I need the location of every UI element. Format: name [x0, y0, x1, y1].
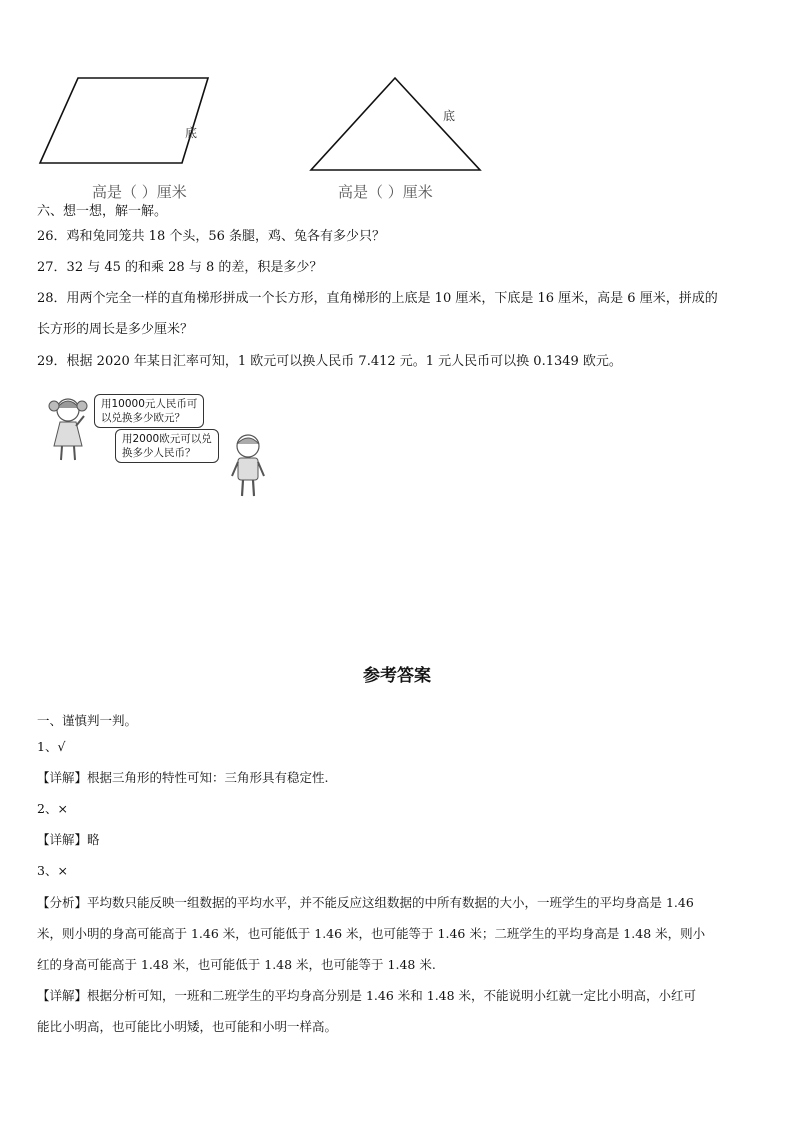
- answer-2-detail: 【详解】略: [37, 832, 100, 847]
- parallelogram-height-label: 高是（ ）厘米: [92, 183, 187, 201]
- girl-bubble-line2: 以兑换多少欧元？: [101, 412, 185, 424]
- answer-1-detail: 【详解】根据三角形的特性可知：三角形具有稳定性.: [37, 770, 329, 785]
- girl-bubble-line1: 用10000元人民币可: [101, 398, 198, 410]
- parallelogram-figure: [30, 70, 220, 170]
- triangle-figure: [305, 70, 490, 175]
- girl-illustration: [46, 394, 90, 466]
- triangle-height-label: 高是（ ）厘米: [338, 183, 433, 201]
- answer-3-analysis-line1: 【分析】平均数只能反映一组数据的平均水平，并不能反应这组数据的中所有数据的大小，一班学生的平均身高是 1.46: [37, 895, 694, 910]
- question-27: 27．32 与 45 的和乘 28 与 8 的差，积是多少？: [37, 260, 323, 275]
- answer-3-analysis-line2: 米，则小明的身高可能高于 1.46 米，也可能低于 1.46 米，也可能等于 1.46 米；二班学生的平均身高是 1.48 米，则小: [37, 926, 706, 941]
- question-28-line2: 长方形的周长是多少厘米？: [37, 322, 194, 337]
- question-26: 26．鸡和兔同笼共 18 个头，56 条腿，鸡、兔各有多少只？: [37, 229, 386, 244]
- parallelogram-base-label: 底: [185, 126, 198, 140]
- section6-heading: 六、想一想，解一解。: [37, 204, 168, 219]
- answer-3-detail-line1: 【详解】根据分析可知，一班和二班学生的平均身高分别是 1.46 米和 1.48 米，不能说明小红就一定比小明高，小红可: [37, 988, 697, 1003]
- boy-bubble-line1: 用2000欧元可以兑: [122, 433, 212, 445]
- answers-section1-heading: 一、谨慎判一判。: [37, 713, 138, 728]
- boy-speech-bubble: [115, 429, 219, 463]
- answer-2: 2、×: [37, 801, 68, 816]
- triangle-base-label: 底: [443, 109, 456, 123]
- girl-speech-bubble: [94, 394, 204, 428]
- boy-bubble-line2: 换多少人民币？: [122, 447, 196, 459]
- question-28-line1: 28．用两个完全一样的直角梯形拼成一个长方形，直角梯形的上底是 10 厘米，下底是 16 厘米，高是 6 厘米，拼成的: [37, 291, 718, 306]
- answer-3-detail-line2: 能比小明高，也可能比小明矮，也可能和小明一样高。: [37, 1019, 338, 1034]
- answers-title: 参考答案: [363, 666, 431, 686]
- answer-3-analysis-line3: 红的身高可能高于 1.48 米，也可能低于 1.48 米，也可能等于 1.48 米.: [37, 957, 436, 972]
- answer-3: 3、×: [37, 863, 68, 878]
- answer-1: 1、√: [37, 739, 66, 754]
- boy-illustration: [228, 430, 268, 502]
- question-29: 29．根据 2020 年某日汇率可知，1 欧元可以换人民币 7.412 元。1 元人民币可以换 0.1349 欧元。: [37, 354, 622, 369]
